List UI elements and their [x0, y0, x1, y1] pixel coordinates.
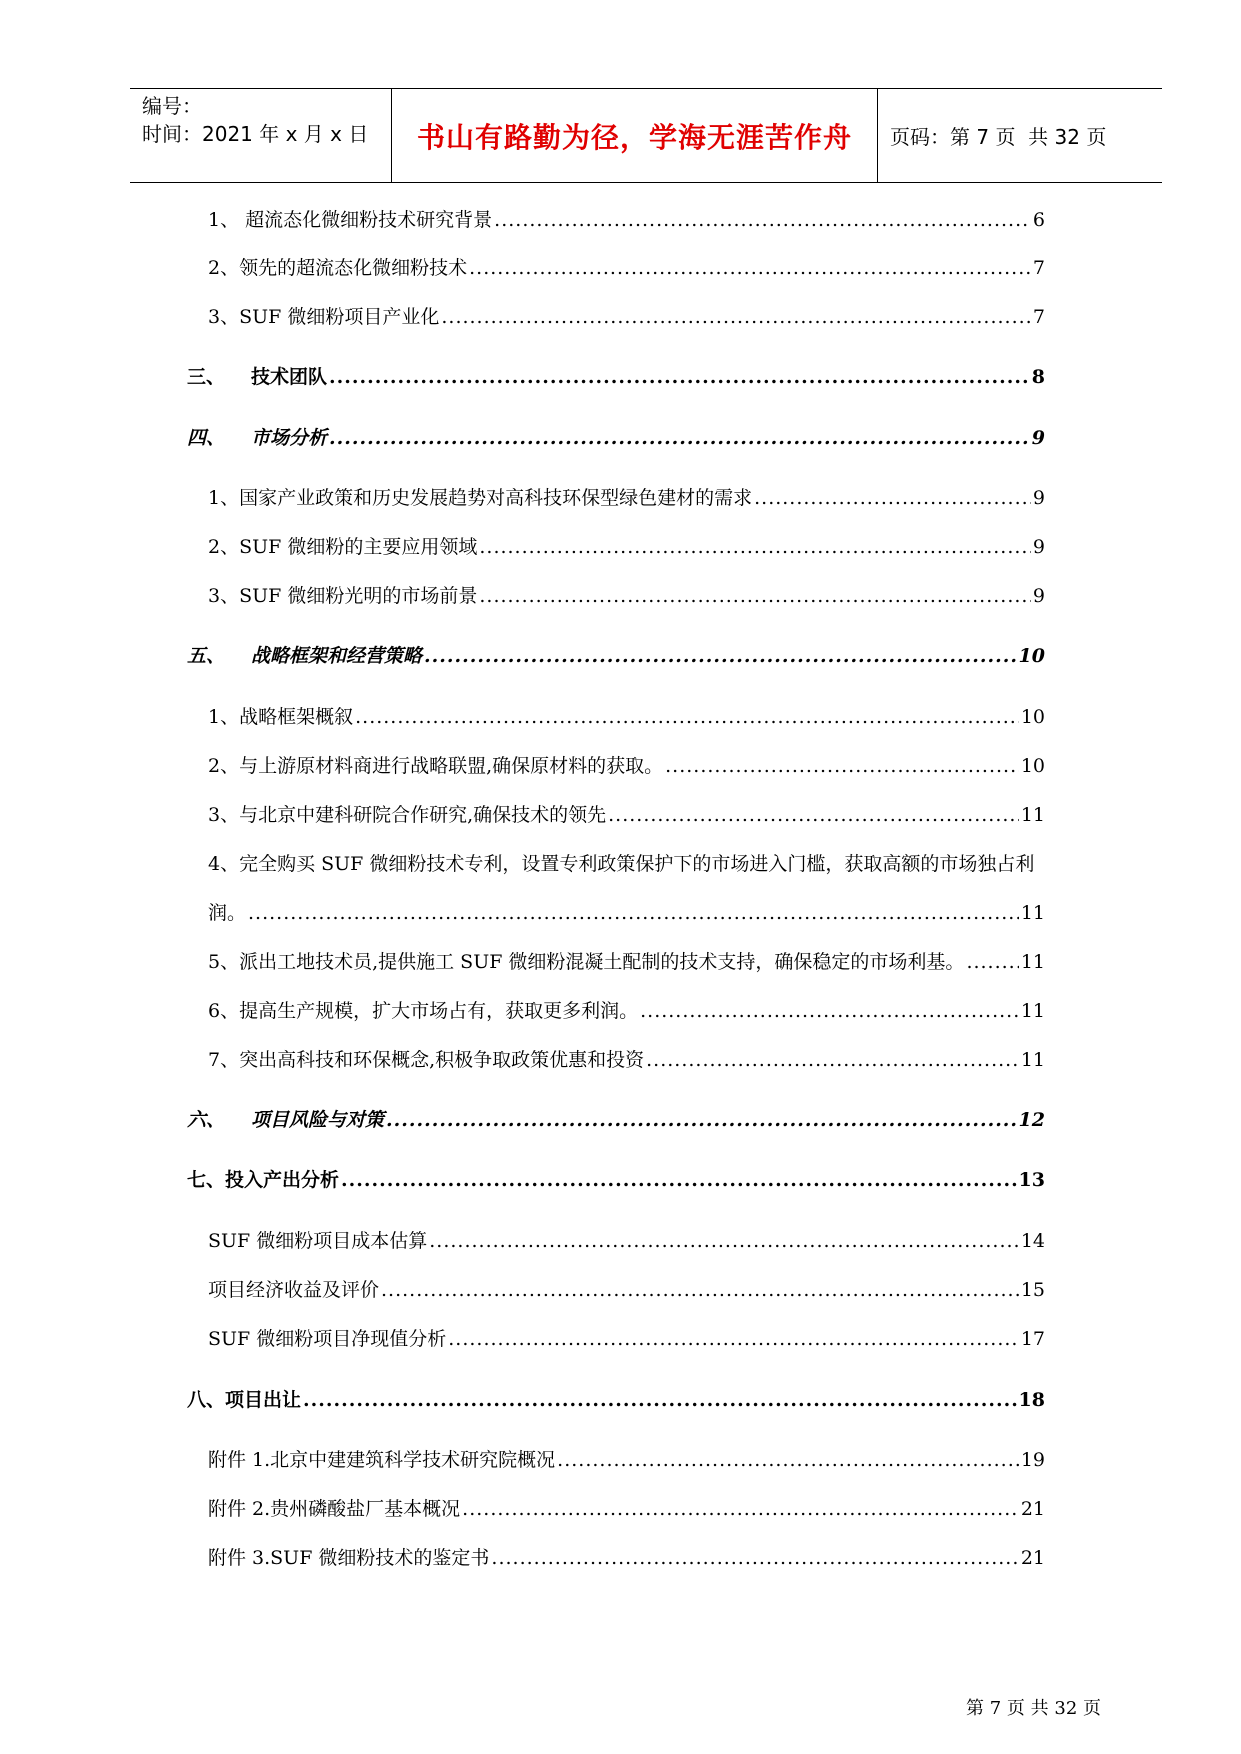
toc-entry-page-number: 17 — [1020, 1328, 1045, 1350]
toc-entry-title: 市场分析 — [251, 427, 328, 449]
toc-entry[interactable] — [208, 1325, 1045, 1353]
toc-entry[interactable] — [208, 801, 1045, 829]
toc-dot-leader — [429, 1227, 1019, 1255]
toc-dot-leader — [303, 1386, 1017, 1414]
toc-dot-leader — [448, 1325, 1019, 1353]
toc-entry-title: SUF 微细粉项目净现值分析 — [208, 1328, 447, 1350]
toc-entry-title: SUF 微细粉的主要应用领域 — [239, 536, 478, 558]
toc-entry[interactable] — [208, 703, 1045, 731]
document-time-label: 时间：2021 年 x 月 x 日 — [142, 122, 369, 146]
toc-entry-page-number: 9 — [1032, 536, 1045, 558]
toc-entry-title: 完全购买 SUF 微细粉技术专利，设置专利政策保护下的市场进入门槛，获取高额的市场独占利 — [239, 853, 1035, 875]
toc-dot-leader — [646, 1046, 1019, 1074]
toc-entry-page-number: 7 — [1032, 257, 1045, 279]
toc-entry-number: 七、 — [187, 1169, 226, 1191]
toc-entry-title: 与北京中建科研院合作研究,确保技术的领先 — [239, 804, 607, 826]
page-footer: 第 7 页 共 32 页 — [966, 1698, 1101, 1719]
toc-entry-title: 提高生产规模，扩大市场占有，获取更多利润。 — [239, 1000, 639, 1022]
toc-entry-title: 附件 3.SUF 微细粉技术的鉴定书 — [208, 1547, 490, 1569]
toc-entry-number: 1、 — [208, 487, 240, 509]
toc-entry-title: 与上游原材料商进行战略联盟,确保原材料的获取。 — [239, 755, 664, 777]
toc-dot-leader — [381, 1276, 1019, 1304]
toc-entry[interactable] — [187, 642, 1045, 670]
toc-entry-page-number: 10 — [1018, 645, 1045, 667]
toc-dot-leader — [341, 1166, 1017, 1194]
toc-entry-title: 技术团队 — [251, 366, 328, 388]
toc-entry-number: 3、 — [208, 804, 240, 826]
toc-entry-page-number: 12 — [1018, 1109, 1045, 1131]
toc-entry-page-number: 11 — [1020, 1000, 1045, 1022]
toc-entry-title: 附件 2.贵州磷酸盐厂基本概况 — [208, 1498, 461, 1520]
toc-entry-page-number: 13 — [1018, 1169, 1045, 1191]
header-meta-cell — [130, 89, 392, 182]
toc-entry-page-number: 9 — [1031, 427, 1045, 449]
toc-entry-page-number: 10 — [1020, 755, 1045, 777]
toc-dot-leader — [754, 484, 1031, 512]
toc-entry-number: 五、 — [187, 645, 226, 667]
toc-entry-number: 八、 — [187, 1389, 226, 1411]
header-slogan: 书山有路勤为径，学海无涯苦作舟 — [392, 89, 878, 182]
toc-entry-number: 2、 — [208, 536, 240, 558]
toc-dot-leader — [665, 752, 1019, 780]
toc-entry[interactable] — [208, 484, 1045, 512]
toc-entry-title: 附件 1.北京中建建筑科学技术研究院概况 — [208, 1449, 556, 1471]
toc-entry[interactable] — [208, 1046, 1045, 1074]
toc-entry[interactable] — [208, 1446, 1045, 1474]
toc-entry-page-number: 21 — [1020, 1547, 1045, 1569]
toc-entry-title: 超流态化微细粉技术研究背景 — [245, 209, 493, 231]
toc-entry-number: 1、 — [208, 209, 246, 231]
toc-entry[interactable] — [208, 997, 1045, 1025]
toc-entry[interactable] — [208, 1227, 1045, 1255]
toc-entry-page-number: 19 — [1020, 1449, 1045, 1471]
toc-entry-number: 六、 — [187, 1109, 226, 1131]
toc-dot-leader — [441, 303, 1031, 331]
toc-entry-title: 战略框架概叙 — [239, 706, 354, 728]
toc-dot-leader — [494, 206, 1031, 234]
toc-dot-leader — [479, 533, 1031, 561]
toc-entry-number: 4、 — [208, 853, 240, 875]
document-number-label: 编号： — [142, 94, 202, 118]
toc-entry-number: 3、 — [208, 585, 240, 607]
toc-entry-page-number: 15 — [1020, 1279, 1045, 1301]
toc-entry-page-number: 14 — [1020, 1230, 1045, 1252]
toc-entry[interactable] — [208, 254, 1045, 282]
toc-dot-leader — [557, 1446, 1019, 1474]
toc-dot-leader — [248, 899, 1019, 927]
toc-dot-leader — [462, 1495, 1019, 1523]
toc-entry[interactable] — [187, 1106, 1045, 1134]
toc-dot-leader — [640, 997, 1019, 1025]
toc-entry-number: 6、 — [208, 1000, 240, 1022]
toc-entry-page-number: 21 — [1020, 1498, 1045, 1520]
toc-entry[interactable] — [208, 1495, 1045, 1523]
toc-entry-title: 领先的超流态化微细粉技术 — [239, 257, 468, 279]
header-page-info-cell — [878, 89, 1162, 182]
toc-entry-page-number: 7 — [1032, 306, 1045, 328]
toc-entry-page-number: 11 — [1020, 951, 1045, 973]
toc-entry-number: 四、 — [187, 427, 226, 449]
toc-dot-leader — [608, 801, 1019, 829]
toc-entry[interactable] — [208, 1276, 1045, 1304]
toc-entry-title: 润。 — [208, 902, 247, 924]
toc-entry-number: 三、 — [187, 366, 226, 388]
toc-entry-title: 突出高科技和环保概念,积极争取政策优惠和投资 — [239, 1049, 645, 1071]
toc-dot-leader — [424, 642, 1017, 670]
toc-entry-page-number: 11 — [1020, 902, 1045, 924]
toc-dot-leader — [329, 363, 1030, 391]
toc-dot-leader — [329, 424, 1030, 452]
toc-entry-page-number: 11 — [1020, 1049, 1045, 1071]
toc-entry-title: SUF 微细粉项目成本估算 — [208, 1230, 428, 1252]
toc-entry[interactable] — [208, 303, 1045, 331]
toc-entry[interactable] — [208, 582, 1045, 610]
toc-entry-number: 7、 — [208, 1049, 240, 1071]
toc-entry-title: 项目风险与对策 — [251, 1109, 385, 1131]
toc-entry-number: 2、 — [208, 755, 240, 777]
toc-entry[interactable] — [208, 533, 1045, 561]
toc-entry-number: 1、 — [208, 706, 240, 728]
toc-entry[interactable] — [187, 1386, 1045, 1414]
toc-entry-page-number: 11 — [1020, 804, 1045, 826]
toc-entry-page-number: 10 — [1020, 706, 1045, 728]
toc-entry-title: 派出工地技术员,提供施工 SUF 微细粉混凝土配制的技术支持，确保稳定的市场利基。 — [239, 951, 965, 973]
toc-dot-leader — [386, 1106, 1017, 1134]
toc-entry[interactable] — [208, 948, 1045, 976]
toc-entry-page-number: 8 — [1031, 366, 1045, 388]
toc-dot-leader — [491, 1544, 1018, 1572]
toc-dot-leader — [355, 703, 1019, 731]
toc-entry-title: 项目出让 — [225, 1389, 302, 1411]
toc-entry-page-number: 6 — [1032, 209, 1045, 231]
toc-entry[interactable] — [208, 850, 1034, 878]
toc-entry-page-number: 9 — [1032, 487, 1045, 509]
toc-entry-title: SUF 微细粉光明的市场前景 — [239, 585, 478, 607]
toc-entry[interactable] — [187, 363, 1045, 391]
toc-entry[interactable] — [208, 752, 1045, 780]
toc-entry[interactable] — [208, 206, 1045, 234]
toc-entry-page-number: 18 — [1018, 1389, 1045, 1411]
toc-entry[interactable] — [187, 1166, 1045, 1194]
toc-dot-leader — [469, 254, 1031, 282]
toc-dot-leader — [966, 948, 1018, 976]
toc-entry-title: SUF 微细粉项目产业化 — [239, 306, 440, 328]
toc-entry-title: 项目经济收益及评价 — [208, 1279, 380, 1301]
toc-entry[interactable] — [208, 899, 1045, 927]
document-header — [130, 88, 1162, 183]
toc-entry[interactable] — [208, 1544, 1045, 1572]
toc-dot-leader — [479, 582, 1031, 610]
toc-entry-title: 国家产业政策和历史发展趋势对高科技环保型绿色建材的需求 — [239, 487, 753, 509]
toc-entry-title: 投入产出分析 — [225, 1169, 340, 1191]
toc-entry-title: 战略框架和经营策略 — [251, 645, 423, 667]
toc-entry[interactable] — [187, 424, 1045, 452]
toc-entry-number: 5、 — [208, 951, 240, 973]
toc-entry-number: 3、 — [208, 306, 240, 328]
toc-entry-number: 2、 — [208, 257, 240, 279]
header-page-info: 页码：第 7 页 共 32 页 — [890, 125, 1107, 149]
toc-entry-page-number: 9 — [1032, 585, 1045, 607]
